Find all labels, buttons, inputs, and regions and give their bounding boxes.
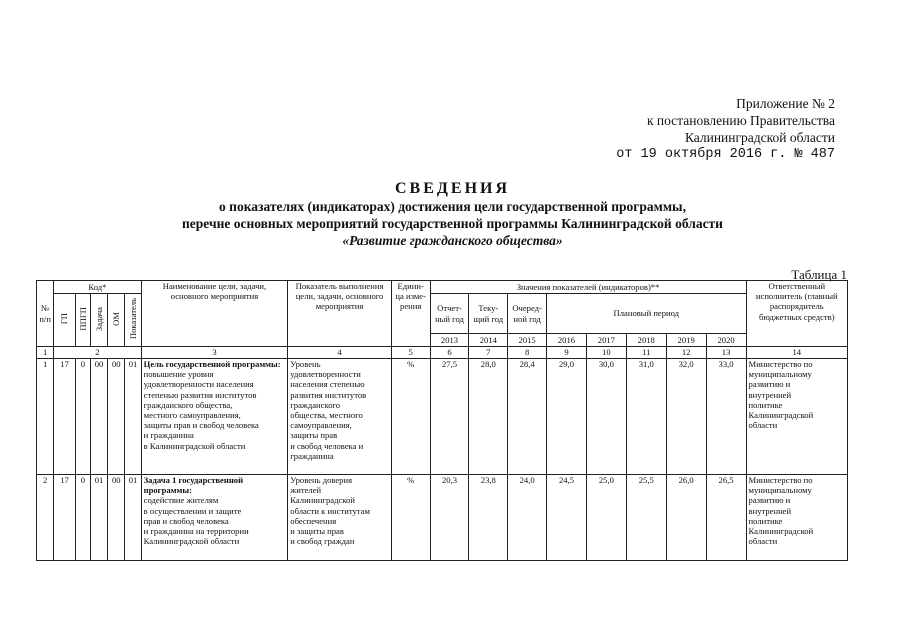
col-number: 7 <box>469 347 508 359</box>
task-title: Задача 1 государственной программы: <box>143 475 244 496</box>
value-cell: 25,0 <box>586 475 626 561</box>
col-number: 3 <box>141 347 288 359</box>
code-om: 00 <box>108 475 125 561</box>
col-number: 1 <box>37 347 54 359</box>
table-row <box>37 475 848 561</box>
value-cell: 32,0 <box>666 359 706 475</box>
col-number: 12 <box>666 347 706 359</box>
goal-title: Цель государственной программы: <box>143 359 281 369</box>
header-code-gp: ГП <box>54 294 76 347</box>
value-cell: 24,5 <box>547 475 587 561</box>
value-cell: 30,0 <box>586 359 626 475</box>
appendix-line-3: Калининградской области <box>684 130 835 145</box>
col-number: 10 <box>586 347 626 359</box>
value-cell: 26,0 <box>666 475 706 561</box>
value-cell: 28,4 <box>508 359 547 475</box>
responsible-executor: Министерство по муниципальному развитию и внутренней политике Калининградской области <box>746 359 847 475</box>
appendix-line-1: Приложение № 2 <box>736 96 835 111</box>
value-cell: 27,5 <box>430 359 469 475</box>
header-code-om: ОМ <box>108 294 125 347</box>
header-name: Наименование цели, задачи, основного мероприятия <box>141 281 288 347</box>
col-number: 2 <box>54 347 141 359</box>
indicator-text: Уровень удовлетворенности населения степенью развития институтов гражданского общества, местного самоуправления, защиты прав и свобод человека и гражданина <box>288 359 392 475</box>
header-code: Код* <box>54 281 141 294</box>
code-om: 00 <box>108 359 125 475</box>
title-heading: СВЕДЕНИЯ <box>394 180 511 197</box>
column-number-row <box>37 347 848 359</box>
code-task: 00 <box>90 359 107 475</box>
col-number: 4 <box>288 347 392 359</box>
goal-name: Цель государственной программы: повышение уровня удовлетворенности населения степенью развития институтов гражданского общества, местного самоуправления, защиты прав и свобод человека и гражданина в Калининградской области <box>141 359 288 475</box>
code-task: 01 <box>90 475 107 561</box>
value-cell: 24,0 <box>508 475 547 561</box>
header-code-ppgp: ППГП <box>75 294 90 347</box>
value-cell: 20,3 <box>430 475 469 561</box>
value-cell: 26,5 <box>706 475 746 561</box>
header-code-task: Задача <box>90 294 107 347</box>
task-name: Задача 1 государственной программы: содействие жителям в осуществлении и защите прав и свобод человека и гражданина на территории Калининградской области <box>141 475 288 561</box>
header-responsible: Ответственный исполнитель (главный распорядитель бюджетных средств) <box>746 281 847 347</box>
appendix-block <box>616 95 835 163</box>
header-year: 2020 <box>706 334 746 347</box>
header-year: 2013 <box>430 334 469 347</box>
header-unit: Едини-ца изме-рения <box>391 281 430 347</box>
value-cell: 29,0 <box>547 359 587 475</box>
title-line-3: «Развитие гражданского общества» <box>342 233 563 248</box>
header-year: 2016 <box>547 334 587 347</box>
code-ppgp: 0 <box>75 475 90 561</box>
value-cell: 25,5 <box>626 475 666 561</box>
header-no: № п/п <box>37 281 54 347</box>
value-cell: 31,0 <box>626 359 666 475</box>
appendix-line-2: к постановлению Правительства <box>646 113 835 128</box>
header-indicator: Показатель выполнения цели, задачи, основного мероприятия <box>288 281 392 347</box>
table-row <box>37 359 848 475</box>
header-next-year: Очеред-ной год <box>508 294 547 334</box>
header-plan-period: Плановый период <box>547 294 747 334</box>
title-line-2: перечне основных мероприятий государственной программы Калининградской области <box>182 216 723 231</box>
col-number: 5 <box>391 347 430 359</box>
col-number: 13 <box>706 347 746 359</box>
code-gp: 17 <box>54 359 76 475</box>
code-indicator: 01 <box>125 359 141 475</box>
indicator-text: Уровень доверия жителей Калининградской области к институтам обеспечения и защиты прав и свобод граждан <box>288 475 392 561</box>
code-ppgp: 0 <box>75 359 90 475</box>
responsible-executor: Министерство по муниципальному развитию и внутренней политике Калининградской области <box>746 475 847 561</box>
header-current-year: Теку-щий год <box>469 294 508 334</box>
value-cell: 33,0 <box>706 359 746 475</box>
col-number: 6 <box>430 347 469 359</box>
header-year: 2017 <box>586 334 626 347</box>
appendix-date-line: от 19 октября 2016 г. № 487 <box>616 147 835 162</box>
header-report-year: Отчет-ный год <box>430 294 469 334</box>
document-title <box>0 180 905 249</box>
col-number: 9 <box>547 347 587 359</box>
header-year: 2014 <box>469 334 508 347</box>
title-line-1: о показателях (индикаторах) достижения цели государственной программы, <box>219 199 686 214</box>
col-number: 8 <box>508 347 547 359</box>
indicators-table <box>36 280 848 561</box>
col-number: 11 <box>626 347 666 359</box>
table-label: Таблица 1 <box>791 267 847 282</box>
row-no: 1 <box>37 359 54 475</box>
unit: % <box>391 359 430 475</box>
header-values: Значения показателей (индикаторов)** <box>430 281 746 294</box>
value-cell: 23,8 <box>469 475 508 561</box>
unit: % <box>391 475 430 561</box>
header-code-indicator: Показатель <box>125 294 141 347</box>
value-cell: 28,0 <box>469 359 508 475</box>
code-indicator: 01 <box>125 475 141 561</box>
header-year: 2015 <box>508 334 547 347</box>
row-no: 2 <box>37 475 54 561</box>
col-number: 14 <box>746 347 847 359</box>
header-year: 2018 <box>626 334 666 347</box>
code-gp: 17 <box>54 475 76 561</box>
header-year: 2019 <box>666 334 706 347</box>
